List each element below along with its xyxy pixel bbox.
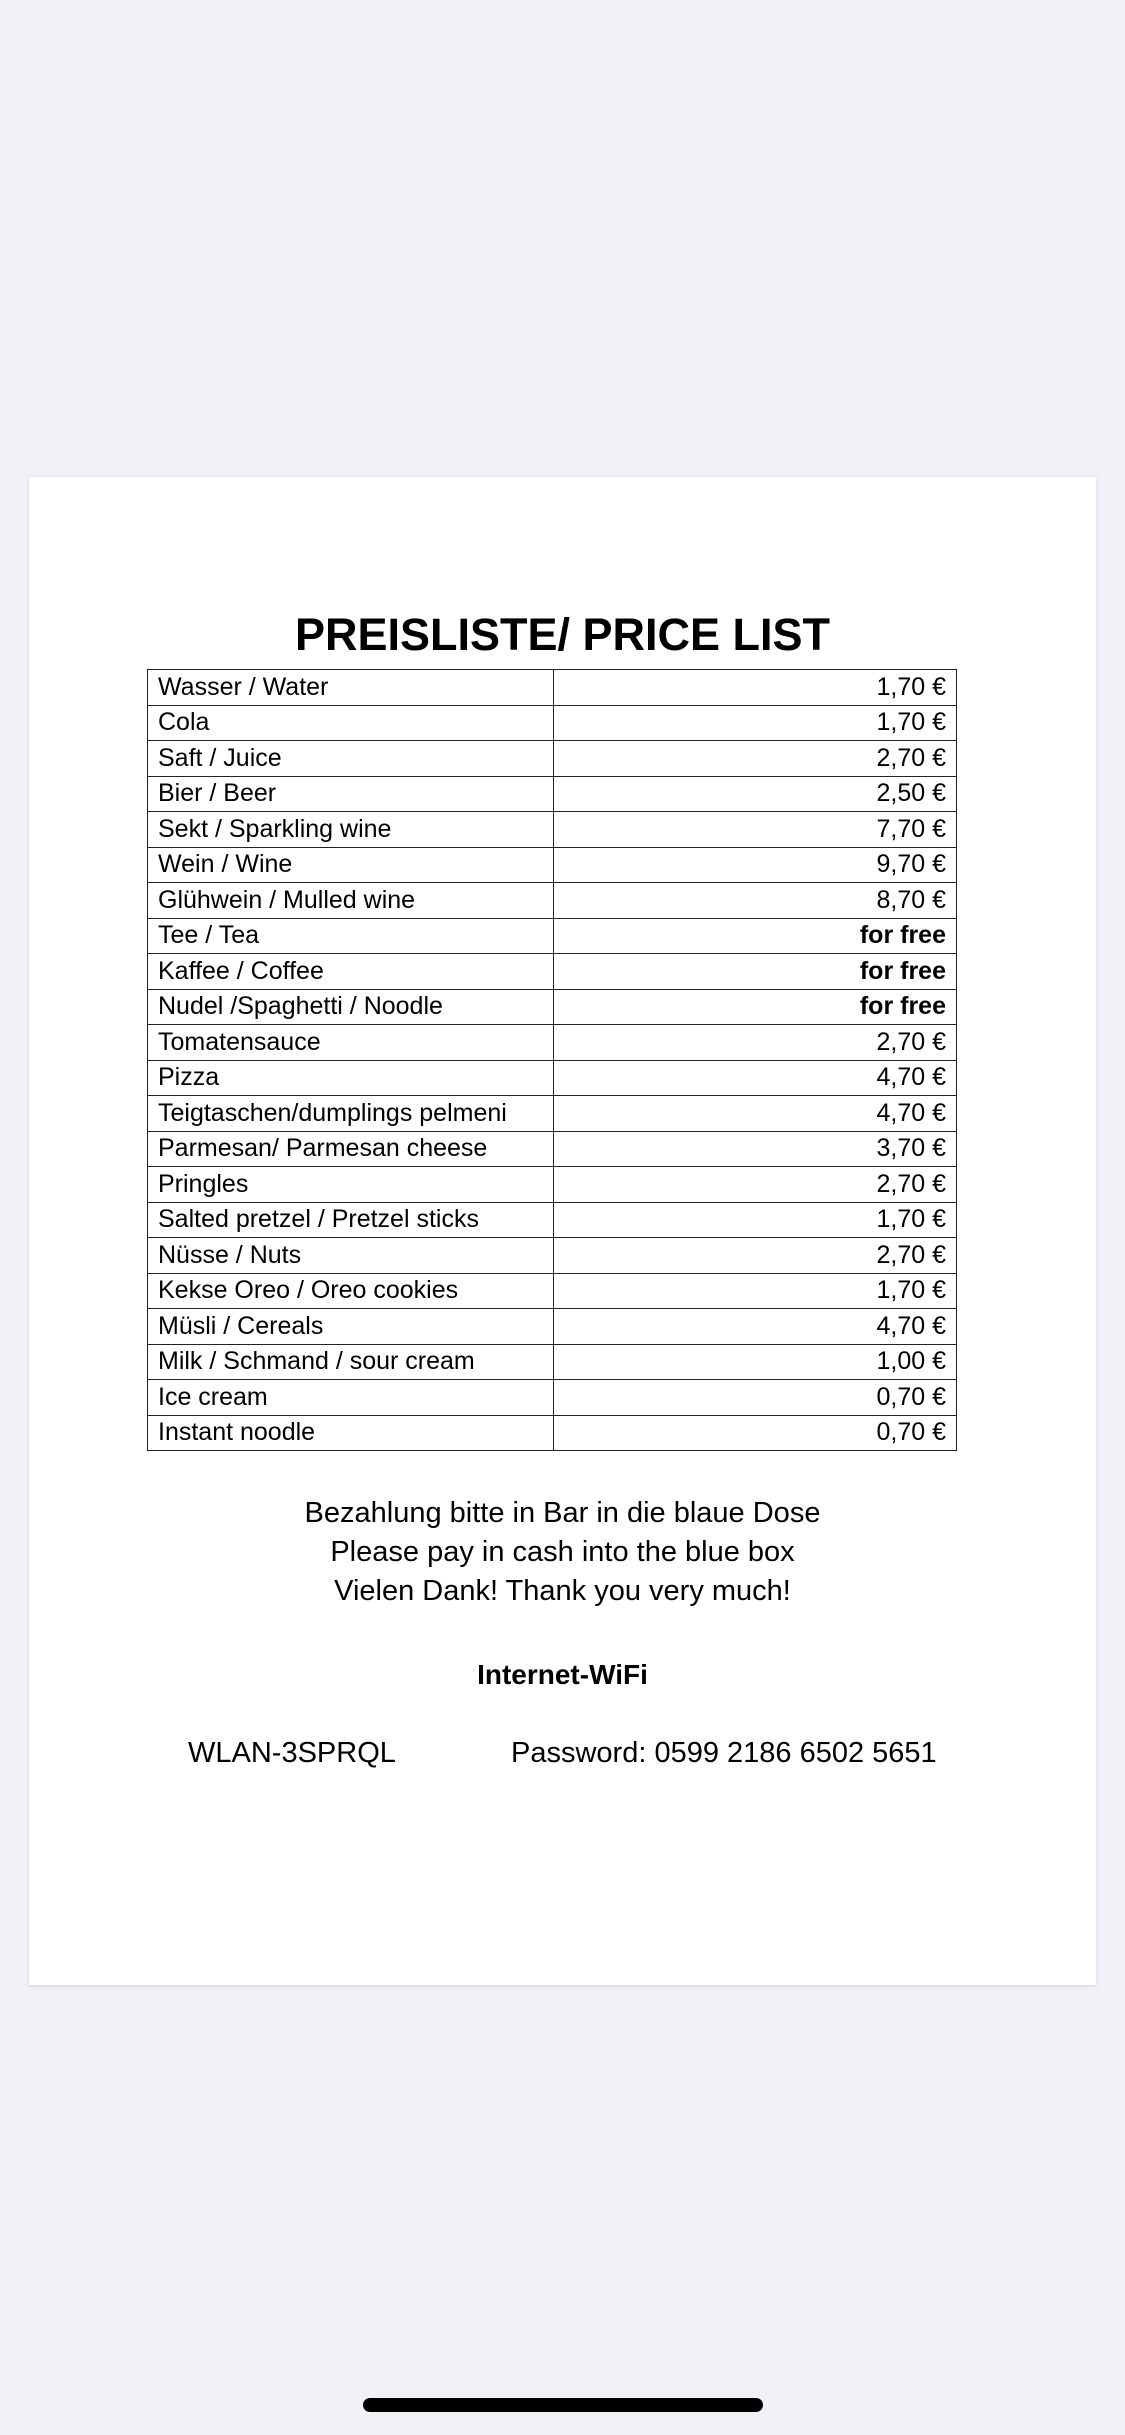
price-list-document bbox=[29, 477, 1096, 1985]
payment-note-line: Vielen Dank! Thank you very much! bbox=[334, 1575, 791, 1607]
table-row bbox=[148, 1131, 957, 1167]
table-row bbox=[148, 918, 957, 954]
item-name: Pringles bbox=[148, 1167, 554, 1203]
item-price: 0,70 € bbox=[554, 1380, 957, 1416]
item-price: 0,70 € bbox=[554, 1415, 957, 1451]
table-row bbox=[148, 670, 957, 706]
item-price: for free bbox=[554, 918, 957, 954]
item-name: Nüsse / Nuts bbox=[148, 1238, 554, 1274]
item-name: Wein / Wine bbox=[148, 847, 554, 883]
item-price: 4,70 € bbox=[554, 1060, 957, 1096]
item-name: Instant noodle bbox=[148, 1415, 554, 1451]
item-name: Kaffee / Coffee bbox=[148, 954, 554, 990]
item-price: 2,70 € bbox=[554, 741, 957, 777]
item-price: 1,00 € bbox=[554, 1344, 957, 1380]
item-price: 8,70 € bbox=[554, 883, 957, 919]
item-name: Ice cream bbox=[148, 1380, 554, 1416]
payment-note-line: Bezahlung bitte in Bar in die blaue Dose bbox=[304, 1497, 821, 1529]
item-name: Saft / Juice bbox=[148, 741, 554, 777]
item-name: Salted pretzel / Pretzel sticks bbox=[148, 1202, 554, 1238]
item-price: 2,70 € bbox=[554, 1025, 957, 1061]
table-row bbox=[148, 1238, 957, 1274]
item-price: 2,50 € bbox=[554, 776, 957, 812]
table-row bbox=[148, 1167, 957, 1203]
item-name: Kekse Oreo / Oreo cookies bbox=[148, 1273, 554, 1309]
table-row bbox=[148, 1380, 957, 1416]
item-name: Nudel /Spaghetti / Noodle bbox=[148, 989, 554, 1025]
table-row bbox=[148, 1096, 957, 1132]
item-name: Milk / Schmand / sour cream bbox=[148, 1344, 554, 1380]
table-row bbox=[148, 741, 957, 777]
table-row bbox=[148, 776, 957, 812]
wifi-title: Internet-WiFi bbox=[477, 1659, 648, 1690]
item-name: Glühwein / Mulled wine bbox=[148, 883, 554, 919]
table-row bbox=[148, 954, 957, 990]
item-price: 4,70 € bbox=[554, 1309, 957, 1345]
document-title: PREISLISTE/ PRICE LIST bbox=[294, 609, 831, 660]
item-price: for free bbox=[554, 989, 957, 1025]
item-price: for free bbox=[554, 954, 957, 990]
item-name: Wasser / Water bbox=[148, 670, 554, 706]
table-row bbox=[148, 1309, 957, 1345]
item-name: Cola bbox=[148, 705, 554, 741]
table-row bbox=[148, 1415, 957, 1451]
item-price: 3,70 € bbox=[554, 1131, 957, 1167]
price-table bbox=[147, 669, 957, 1451]
home-indicator[interactable] bbox=[363, 2398, 763, 2412]
payment-note-line: Please pay in cash into the blue box bbox=[330, 1536, 795, 1568]
table-row bbox=[148, 1025, 957, 1061]
item-price: 1,70 € bbox=[554, 1273, 957, 1309]
item-price: 1,70 € bbox=[554, 705, 957, 741]
item-name: Teigtaschen/dumplings pelmeni bbox=[148, 1096, 554, 1132]
payment-notes bbox=[29, 1494, 1096, 1611]
item-name: Tomatensauce bbox=[148, 1025, 554, 1061]
table-row bbox=[148, 1344, 957, 1380]
item-price: 9,70 € bbox=[554, 847, 957, 883]
item-price: 2,70 € bbox=[554, 1238, 957, 1274]
item-price: 1,70 € bbox=[554, 1202, 957, 1238]
item-price: 4,70 € bbox=[554, 1096, 957, 1132]
table-row bbox=[148, 1273, 957, 1309]
item-name: Müsli / Cereals bbox=[148, 1309, 554, 1345]
item-name: Parmesan/ Parmesan cheese bbox=[148, 1131, 554, 1167]
table-row bbox=[148, 1060, 957, 1096]
wifi-ssid: WLAN-3SPRQL bbox=[188, 1737, 396, 1769]
item-name: Sekt / Sparkling wine bbox=[148, 812, 554, 848]
table-row bbox=[148, 812, 957, 848]
item-price: 7,70 € bbox=[554, 812, 957, 848]
item-name: Tee / Tea bbox=[148, 918, 554, 954]
item-name: Bier / Beer bbox=[148, 776, 554, 812]
wifi-password: Password: 0599 2186 6502 5651 bbox=[511, 1737, 937, 1769]
item-price: 1,70 € bbox=[554, 670, 957, 706]
table-row bbox=[148, 989, 957, 1025]
item-name: Pizza bbox=[148, 1060, 554, 1096]
item-price: 2,70 € bbox=[554, 1167, 957, 1203]
table-row bbox=[148, 1202, 957, 1238]
table-row bbox=[148, 883, 957, 919]
table-row bbox=[148, 847, 957, 883]
table-row bbox=[148, 705, 957, 741]
